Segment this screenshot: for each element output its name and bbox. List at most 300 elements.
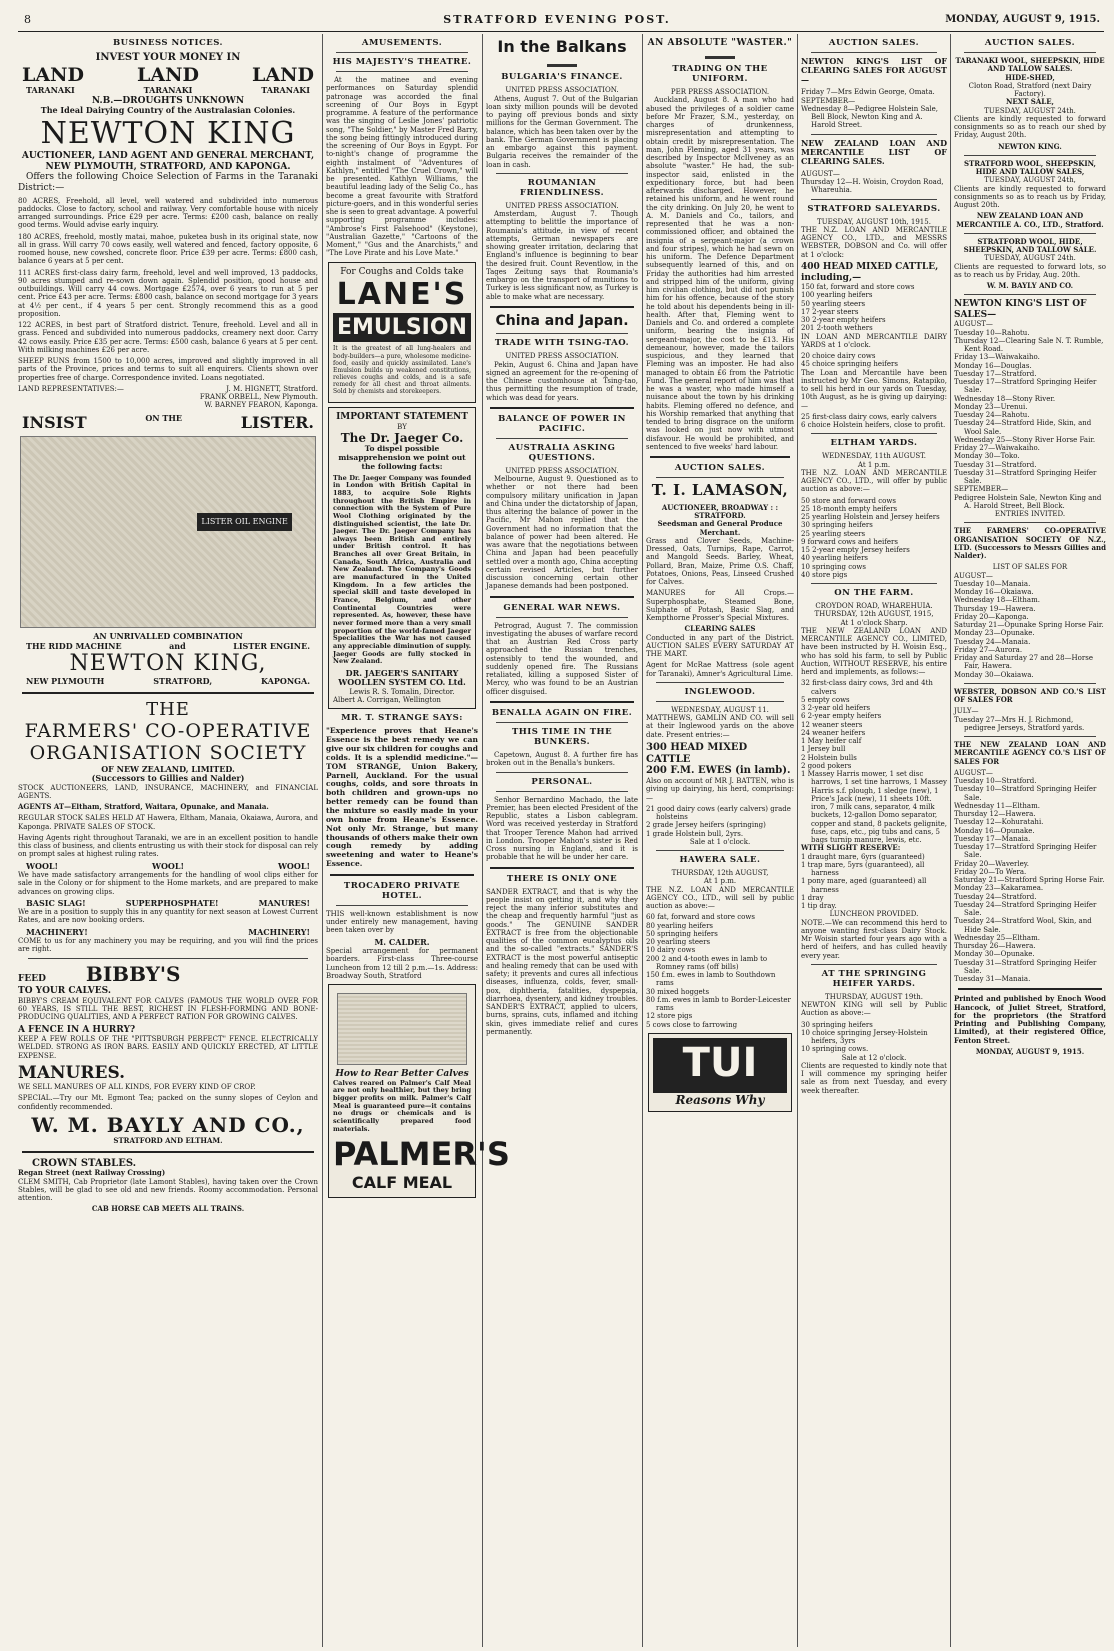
clients-note: Clients are kindly requested to forward consignments so as to reach us by Friday, August 20th. (954, 184, 1106, 210)
rule-icon (486, 61, 638, 70)
waster-body: Auckland, August 8. A man who had abused the privileges of a soldier came before Mr Frazer, S.M., yesterday, on charges of drunkenness, misrepresentation and attempting to obtain credit by misrepresentation. The man, John Fleming, aged 31 years, was described by Inspector McIlveney as an absolute "waster." He had, the sub-inspector said, enlisted in the expeditionary force, but had been afterwards discharged. However, he retained his uniform, and he went round the city drinking. On July 20, he went to A. M. Daniels and Co., tailors, and represented that he was a non-commissioned officer, and obtained the insignia of a sergeant-major (a crown and four stripes), which he had sewn on his uniform. The Defence Department subsequently learned of this, and on Friday the authorities had him arrested and stripped him of the uniform, giving him civilian clothing, but did not punish him for his offence, because of the story he told about his dependents being in ill-health. After that, Fleming went to Daniels and Co. and ordered a complete uniform, bearing the insignia of sergeant-major, the cost to be £13. His demeanour, however, made the tailors suspicious, and they learned that Fleming was an imposter. He had also managed to obtain £6 from the Patriotic Fund. The general report of him was that he was a waster, who made himself a nuisance about the town by his drinking habits. Fleming offered no defence, and his Worship remarked that anything that tended to bring disgrace on the uniform was looked on just now with utmost disfavour. He would be prohibited, and sentenced to five weeks' hard labour. (646, 96, 794, 451)
divider (336, 52, 468, 53)
column-waster (646, 36, 794, 1645)
divider (22, 692, 314, 694)
clem-smith-body: CLEM SMITH, Cab Proprietor (late Lamont Stables), having taken over the Crown Stables, will be glad to see old and new friends. Roomy accommodation. Personal attention. (18, 1177, 318, 1203)
cloton-road: Cloton Road, Stratford (next Dairy Factory). (968, 81, 1092, 99)
farm-listing: 122 ACRES, in best part of Stratford district. Tenure, freehold. Level and all in grass. Fenced and subdivided into numerous paddocks, creamery next door. Carry 42 cows easily. Price £35 per acre. Terms: £500 cash, balance 6 years at 5 per cent. With milking machines £26 per acre. (18, 321, 318, 354)
waster-heading: AN ABSOLUTE "WASTER." (647, 38, 793, 48)
regan-street: Regan Street (next Railway Crossing) (18, 1168, 166, 1178)
list-item: JULY— (954, 707, 979, 716)
simons-body: The Loan and Mercantile have been instructed by Mr Geo. Simons, Ratapiko, to sell his herd in our yards on Tuesday, 10th August, as he is giving up dairying:— (801, 368, 947, 410)
list-item: 1 dray (801, 893, 824, 902)
column-divider (642, 34, 643, 1647)
fcos-sub: OF NEW ZEALAND, LIMITED. (101, 763, 235, 774)
list-item: 12 weaner steers (801, 720, 863, 729)
lister-word: LISTER. (240, 412, 314, 432)
nk-clearing-list (801, 88, 947, 129)
ppa-credit: PER PRESS ASSOCIATION. (670, 88, 770, 97)
list-item: Tuesday 10—Rahotu. (954, 328, 1030, 337)
list-item: 2 good pokers (801, 761, 852, 770)
list-item: Friday 20—Waverley. (954, 859, 1030, 868)
jaeger-company: DR. JAEGER'S SANITARY WOOLLEN SYSTEM CO. Ltd. (338, 667, 466, 688)
next-sale: NEXT SALE, (1006, 97, 1054, 107)
list-item: Tuesday 31—Stratford Springing Heifer Sale. (954, 958, 1097, 975)
farm-listing: 180 ACRES, freehold, mostly matai, mahoe, puketea bush in its original state, now all in grass. Will carry 70 cows easily, well watered and fenced, factory opposite, 6 roomed house, new cowshed, concrete floor. Price £39 per acre. Terms: £800 cash, balance 6 years at 5 per cent. (18, 232, 318, 266)
bunkers-body: Capetown, August 8. A further fire has broken out in the Benalla's bunkers. (486, 751, 638, 768)
divider (490, 701, 634, 703)
lamason-name: T. I. LAMASON, (651, 481, 789, 500)
hawera-date: THURSDAY, 12th AUGUST, (671, 869, 769, 878)
springing-heading: AT THE SPRINGING HEIFER YARDS. (821, 968, 927, 989)
list-item: Thursday 12—H. Woisin, Croydon Road, Whareuhia. (801, 178, 944, 195)
list-item: 80 yearling heifers (646, 921, 714, 930)
list-item: 32 first-class dairy cows, 3rd and 4th calvers (801, 679, 933, 696)
personal-heading: PERSONAL. (531, 776, 593, 787)
nzl-sales-list (954, 769, 1106, 984)
list-item: Tuesday 24—Manaia. (954, 637, 1031, 646)
dispel-text: To dispel possible misapprehension we point out the following facts: (338, 444, 466, 471)
upa-credit: UNITED PRESS ASSOCIATION. (505, 466, 619, 475)
stratford-wool-heading-2: STRATFORD WOOL, HIDE, SHEEPSKIN, AND TALLOW SALE. (963, 236, 1097, 255)
list-item: 1 pony mare, aged (guaranteed) all harness (801, 877, 927, 894)
divider (811, 433, 937, 434)
list-item: Pedigree Holstein Sale, Newton King and A. Harold Street, Bell Block. (954, 493, 1102, 510)
fence-heading: A FENCE IN A HURRY? (18, 1024, 136, 1035)
war-body: Petrograd, August 7. The commission investigating the abuses of warfare record that an Austrian Red Cross party approached the Russian trenches, ostensibly to tend the wounded, and suddenly opened fire. The Russians retaliated, killing a supposed Sister of Mercy, who was found to be an Austrian officer disguised. (486, 621, 638, 696)
saleyards-cattle: 400 HEAD MIXED CATTLE, including,— (801, 261, 939, 283)
list-item: Monday 16—Okaiawa. (954, 588, 1034, 597)
divider (964, 683, 1096, 684)
list-item: Tuesday 31—Stratford. (954, 460, 1037, 469)
column-auction-sales (801, 36, 947, 1645)
list-item: Monday 16—Opunake. (954, 826, 1035, 835)
list-item: 1 Jersey bull (801, 745, 846, 754)
luncheon-note: LUNCHEON PROVIDED. (829, 910, 919, 919)
eltham-body: THE N.Z. LOAN AND MERCANTILE AGENCY CO., LTD., will offer by public auction as above:— (801, 468, 947, 494)
croydon-date: THURSDAY, 12th AUGUST, 1915, (814, 610, 934, 619)
list-item: 1 trap mare, 5yrs (guaranteed), all harness (801, 860, 925, 878)
divider (964, 522, 1096, 523)
divider (656, 682, 784, 683)
upa-credit: UNITED PRESS ASSOCIATION. (505, 201, 619, 210)
slag-word: MANURES! (258, 897, 310, 908)
pacific-heading: BALANCE OF POWER IN PACIFIC. (498, 413, 626, 434)
list-item: Wednesday 18—Eltham. (954, 596, 1040, 605)
divider (964, 155, 1096, 156)
divider (330, 874, 474, 876)
tui-ad (648, 1033, 792, 1112)
slight-reserve-list (801, 853, 947, 911)
lamason-body: Grass and Clover Seeds, Machine-Dressed, Oats, Turnips, Rape, Carrot, and Mangold Seeds. Barley, Wheat, Pollard, Bran, Maize, Prime O.S. Chaff, Potatoes, Onions, Peas, Linseed Crushed for Calves. (646, 536, 794, 587)
list-item: Wednesday 25—Eltham. (954, 933, 1040, 942)
taranaki-wool-heading: TARANAKI WOOL, SHEEPSKIN, HIDE AND TALLOW SALES. (955, 56, 1105, 74)
bayly-towns: STRATFORD AND ELTHAM. (113, 1136, 223, 1146)
divider (811, 134, 937, 135)
fcos-title: FARMERS' CO-OPERATIVE (24, 719, 312, 742)
divider (964, 52, 1096, 53)
emulsion-logo: EMULSION (333, 313, 471, 343)
rep-name: W. BARNEY FEARON, Kaponga. (204, 401, 318, 410)
divider (964, 233, 1096, 234)
roumania-body: Amsterdam, August 7. Though attempting to belittle the importance of Roumania's attitude, in view of recent attempts, German newspapers are showing greater irritation, declaring that England's influence is beginning to bear the desired fruit. Count Reventlow, in the Tages Zeitung says that Roumania's embargo on the transport of munitions to Turkey is less significant now, as Turkey is able to make what are necessary. (486, 210, 638, 301)
list-item: Monday 30—Okaiawa. (954, 670, 1034, 679)
inglewood-ewes: 200 F.M. EWES (in lamb). (646, 765, 791, 777)
column-divider (797, 34, 798, 1647)
lamason-manures: MANURES for All Crops.—Superphosphate, Steamed Bone, Sulphate of Potash, Basic Slag, and Kempthorne Prosser's Special Mixtures. (646, 589, 794, 623)
list-item: Tuesday 24—Stratford Wool, Skin, and Hide Sale. (954, 917, 1092, 934)
column-business-notices (18, 36, 318, 1645)
list-item: 30 mixed hoggets (646, 987, 710, 996)
divider (496, 772, 628, 773)
list-item: 6 2-year empty heifers (801, 712, 882, 721)
lamason-role: AUCTIONEER, BROADWAY : : STRATFORD. (661, 502, 779, 521)
list-item: 20 choice dairy cows (801, 352, 876, 361)
list-item: 1 May heifer calf (801, 737, 862, 746)
trocadero-body-2: Special arrangement for permanent boarders. First-class Three-course Luncheon from 12 till 2 p.m.—1s. Address: Broadway South, Stratford (326, 947, 478, 980)
saleyards-date: TUESDAY, AUGUST 10th, 1915. (817, 217, 931, 226)
webster-list (954, 707, 1106, 732)
strange-heading: MR. T. STRANGE SAYS: (341, 713, 463, 724)
nk-sales-heading: NEWTON KING'S LIST OF SALES— (954, 299, 1087, 320)
palmers-logo: PALMER'S (333, 1135, 510, 1174)
nzl-clearing-heading: NEW ZEALAND LOAN AND MERCANTILE LIST OF CLEARING SALES. (801, 137, 947, 167)
eltham-date: WEDNESDAY, 11th AUGUST. (821, 452, 927, 461)
firm-role: AUCTIONEER, LAND AGENT AND GENERAL MERCHANT, (21, 151, 315, 162)
bibby-body: BIBBY'S CREAM EQUIVALENT FOR CALVES (FAMOUS THE WORLD OVER FOR 60 YEARS, IS STILL THE BEST, RICHEST IN FLESH-FORMING AND BONE-PRODUCING QUALITIES, AND A PERFECT RATION FOR GROWING CALVES. (18, 996, 318, 1022)
list-item: AUGUST— (954, 320, 993, 329)
auction-heading: AUCTION SALES. (984, 38, 1076, 48)
uniform-heading: TRADING ON THE UNIFORM. (672, 64, 768, 85)
tsing-tao-heading: TRADE WITH TSING-TAO. (494, 338, 630, 349)
taranaki-word: TARANAKI (26, 85, 75, 96)
list-item: 10 choice springing Jersey-Holstein heifers, 3yrs (801, 1028, 928, 1046)
list-item: Tuesday 17—Stratford Springing Heifer Sale. (954, 378, 1097, 395)
divider (964, 294, 1096, 295)
farm-listing: SHEEP RUNS from 1500 to 10,000 acres, improved and slightly improved in all parts of the Province, prices and terms to suit all enquirers. Clients shown over properties free of charge. Correspondence invited. Loans negotiated. (18, 357, 318, 382)
trocadero-heading: TROCADERO PRIVATE HOTEL. (343, 880, 461, 901)
fcos-body: STOCK AUCTIONEERS, LAND, INSURANCE, MACHINERY, and FINANCIAL AGENTS. (18, 783, 318, 800)
column-divider (322, 34, 323, 1647)
masthead-rule (18, 31, 1104, 32)
taranaki-row (18, 86, 318, 95)
batten-body: Also on account of MR J. BATTEN, who is giving up dairying, his herd, comprising:— (646, 777, 794, 802)
list-item: 15 2-year empty Jersey heifers (801, 546, 910, 555)
saleyards-body: THE N.Z. LOAN AND MERCANTILE AGENCY CO., LTD., and MESSRS WEBSTER, DOBSON and Co. will offer at 1 o'clock: (801, 225, 947, 259)
fcos-successors: (Successors to Gillies and Nalder) (91, 773, 245, 784)
hawera-time: At 1 p.m. (703, 877, 737, 886)
springing-note: Clients are requested to kindly note that I will commence my springing heifer sale as from next Tuesday, and every week thereafter. (801, 1061, 947, 1095)
list-item: Tuesday 24—Rahotu. (954, 411, 1030, 420)
calf-illustration (337, 993, 467, 1065)
auction-heading: AUCTION SALES. (674, 463, 766, 474)
palmers-title: How to Rear Better Calves (335, 1069, 469, 1080)
list-item: 5 empty cows (801, 695, 850, 704)
divider (496, 333, 628, 334)
tui-logo: TUI (653, 1038, 787, 1093)
divider (656, 477, 784, 478)
croydon-list (801, 679, 947, 844)
cab-meets-trains: CAB HORSE CAB MEETS ALL TRAINS. (91, 1204, 245, 1214)
bulgaria-body: Athens, August 7. Out of the Bulgarian loan sixty million pounds will be devoted to paying off previous bonds and sixty millions for the German Government. The balance, which has been taken over by the bank. The German Government is placing an embargo against this payment. Bulgaria receives the remainder of the loan in cash. (486, 94, 638, 169)
list-item: 1 draught mare, 6yrs (guaranteed) (801, 852, 925, 861)
nz-loan-body: THE N.Z. LOAN AND MERCANTILE AGENCY CO., LTD., will sell by public auction as above:— (646, 885, 794, 911)
saleyards-heading: STRATFORD SALEYARDS. (807, 203, 941, 214)
roumania-heading: ROUMANIAN FRIENDLINESS. (519, 177, 605, 198)
list-item: Monday 23—Kakaramea. (954, 884, 1044, 893)
list-item: Monday 23—Urenui. (954, 402, 1028, 411)
springing-body: NEWTON KING will sell by Public Auction as above:— (801, 1001, 947, 1018)
list-item: 25 18-month empty heifers (801, 504, 898, 513)
war-news-heading: GENERAL WAR NEWS. (503, 602, 621, 613)
clients-note: Clients are kindly requested to forward consignments so as to reach our shed by Friday, August 20th. (954, 114, 1106, 140)
lamason-agent: Agent for McRae Mattress (sole agent for Taranaki), Amner's Agricultural Lime. (646, 661, 794, 678)
list-item: Wednesday 25—Stony River Horse Fair. (954, 435, 1096, 444)
eltham-list (801, 497, 947, 580)
wool-row (18, 862, 318, 871)
list-item: 100 yearling heifers (801, 291, 873, 300)
divider (811, 583, 937, 584)
divider (496, 617, 628, 618)
masthead (0, 0, 1114, 30)
list-item: 20 yearling steers (646, 938, 711, 947)
column-balkans (486, 36, 638, 1645)
column-auction-sales-2 (954, 36, 1106, 1645)
ideal-country: The Ideal Dairying Country of the Australasian Colonies. (40, 105, 296, 116)
mercantile-yards: IN LOAN AND MERCANTILE DAIRY YARDS at 1 o'clock. (801, 332, 947, 349)
list-item: Tuesday 12—Kohuratahi. (954, 818, 1044, 827)
list-item: 50 springing heifers (646, 929, 718, 938)
webster-heading: WEBSTER, DOBSON AND CO.'S LIST OF SALES FOR (954, 686, 1106, 705)
list-item: 17 2-year steers (801, 307, 859, 316)
list-item: 2 grade Jersey heifers (springing) (646, 821, 766, 830)
bayly-sign: W. M. BAYLY AND CO. (986, 281, 1074, 291)
lanes-emulsion-ad (328, 262, 476, 404)
jaeger-body: The Dr. Jaeger Company was founded in London with British Capital in 1883, to acquire Sole Rights throughout the British Empire in connection with the System of Pure Wool Clothing originated by the distinguished scientist, the late Dr. Jaeger. The Dr. Jaeger Company has always been British and entirely under British control. It has Branches all over Great Britain, in Canada, South Africa, Australia and New Zealand. The Company's Goods are manufactured in the United Kingdom. In a few articles the special skill and taste developed in France, Belgium, and other Continental Countries were represented. As, however, these have never formed more than a very small proportion of the world-famed Jaeger Specialities the War has not caused any appreciable diminution of supply. Jaeger Goods are fully stocked in New Zealand. (333, 473, 471, 666)
wool-body: We have made satisfactory arrangements for the handling of wool clips either for sale in the Colony or for shipment to the Home markets, and are prepared to make advances on growing clips. (18, 871, 318, 896)
divider (22, 1151, 314, 1153)
list-item: 30 2-year empty heifers (801, 316, 886, 325)
insist-row (18, 414, 318, 433)
divider (336, 905, 468, 906)
nk-sales-list (954, 320, 1106, 510)
invest-heading: INVEST YOUR MONEY IN (95, 52, 241, 64)
jaeger-agent: Albert A. Corrigan, Wellington (333, 696, 441, 705)
list-item: Tuesday 31—Manaia. (954, 975, 1031, 984)
sale-time: Sale at 1 o'clock. (689, 837, 751, 846)
ridd-text: and (169, 640, 186, 651)
divider (811, 964, 937, 965)
list-item: Monday 16—Douglas. (954, 361, 1032, 370)
section-heading: BUSINESS NOTICES. (112, 38, 224, 48)
land-word: LAND (22, 63, 84, 86)
reps-label: LAND REPRESENTATIVES:— (18, 384, 124, 393)
divider (656, 701, 784, 702)
special-tea: SPECIAL.—Try our Mt. Egmont Tea; packed on the sunny slopes of Ceylon and confidently recommended. (18, 1094, 318, 1111)
palmers-ad (328, 984, 510, 1198)
calder-name: M. CALDER. (374, 936, 430, 947)
divider (336, 71, 468, 72)
fcos-title: ORGANISATION SOCIETY (29, 742, 307, 765)
list-item: 150 f.m. ewes in lamb to Southdown rams (646, 971, 776, 988)
slag-word: BASIC SLAG! (26, 897, 86, 908)
eltham-heading: ELTHAM YARDS. (830, 438, 918, 449)
list-item: Tuesday 31—Stratford Springing Heifer Sale. (954, 468, 1097, 486)
list-item: 200 2 and 4-tooth ewes in lamb to Romney rams (off bills) (646, 954, 768, 971)
divider (490, 407, 634, 409)
fcos-body: Having Agents right throughout Taranaki, we are in an excellent position to handle this class of business, and clients entrusting us with their stock for disposal can rely on prompt sales at highest ruling rates. (18, 833, 319, 859)
upa-credit: UNITED PRESS ASSOCIATION. (505, 352, 619, 361)
list-item: Friday 20—To Wera. (954, 867, 1027, 876)
list-item: 2 Holstein bulls (801, 753, 857, 762)
china-japan-heading: China and Japan. (495, 312, 629, 329)
taranaki-word: TARANAKI (143, 85, 193, 96)
list-item: 21 good dairy cows (early calvers) grade holsteins (646, 804, 791, 822)
inglewood-heading: INGLEWOOD. (684, 686, 756, 697)
list-item: Saturday 21—Stratford Spring Horse Fair. (954, 876, 1105, 885)
manures-heading: MANURES. (18, 1062, 126, 1083)
balkans-heading: In the Balkans (497, 37, 627, 56)
divider (490, 306, 634, 308)
simons-list (801, 413, 947, 430)
statement-heading: IMPORTANT STATEMENT (336, 412, 468, 423)
slight-reserve-heading: WITH SLIGHT RESERVE: (801, 843, 901, 853)
fcos-heading: THE FARMERS' CO-OPERATIVE ORGANISATION SOCIETY OF N.Z., LTD. (Successors to Messrs Gillies and Nalder). (954, 526, 1106, 561)
list-item: Friday 20—Kaponga. (954, 612, 1029, 621)
hawera-list (646, 913, 794, 1029)
matthews-body: MATTHEWS, GAMLIN AND CO. will sell at their Inglewood yards on the above date. Present entries:— (646, 714, 794, 739)
stratford-wool-date: TUESDAY, AUGUST 24th, (984, 176, 1076, 185)
farm-listing: 111 ACRES first-class dairy farm, freehold, level and well improved, 13 paddocks, 90 acres stumped and re-sown down again. Splendid position, good house and outbuildings. Will carry 44 cows. Mortgage £2574, over 6 years to run at 5 per cent. Price £43 per acre. Terms: £800 cash, balance on second mortgage for 3 years at 4½ per cent., if 4 years 5 per cent. Strongly recommend this as a good proposition. (18, 268, 319, 318)
towns-row (18, 677, 318, 686)
rep-name: FRANK ORBELL, New Plymouth. (199, 393, 318, 402)
land-reps (18, 385, 318, 410)
column-divider (950, 34, 951, 1647)
newton-king-title-2: NEWTON KING, (69, 651, 267, 677)
fcos-sales-list (954, 572, 1106, 679)
fcos-the: THE (146, 698, 190, 720)
fcos-body: AGENTS AT—Eltham, Stratford, Waitara, Opunake, and Manaia. (18, 802, 269, 812)
trocadero-body: THIS well-known establishment is now under entirely new management, having been taken over by (326, 909, 478, 935)
croydon-time: At 1 o'clock Sharp. (840, 618, 908, 627)
list-item: Thursday 19—Hawera. (954, 604, 1036, 613)
fcos-list-heading: LIST OF SALES FOR (992, 563, 1068, 572)
upa-credit: UNITED PRESS ASSOCIATION. (505, 86, 619, 95)
list-item: 40 store pigs (801, 570, 848, 579)
machinery-word: MACHINERY! (248, 926, 310, 937)
farm-listing: 80 ACRES, Freehold, all level, well watered and subdivided into numerous paddocks. Close to factory, school and railway. Very comfortable house with nicely arranged surroundings. Price £29 per acre. Terms: £200 cash, balance on really good terms. Would advise early inquiry. (18, 196, 318, 230)
personal-body: Senhor Bernardino Machado, the late Premier, has been elected President of the Republic, states a Lisbon cablegram. Word was received yesterday in Stratford that Trooper Terence Mahon had arrived in London. Trooper Mahon's sister is Red Cross nursing in England, and it is probable that he will be under her care. (486, 795, 638, 862)
slag-row (18, 899, 318, 908)
newton-king-title: NEWTON KING (40, 115, 296, 151)
hawera-heading: HAWERA SALE. (679, 855, 761, 866)
next-sale-date: TUESDAY, AUGUST 24th. (984, 106, 1076, 115)
list-item: Friday 27—Aurora. (954, 645, 1023, 654)
firm-towns: NEW PLYMOUTH, STRATFORD, AND KAPONGA. (45, 161, 291, 172)
land-word: LAND (137, 63, 199, 86)
list-item: 60 fat, forward and store cows (646, 913, 755, 922)
list-item: 10 springing cows (801, 562, 866, 571)
list-item: 3 2-year old heifers (801, 704, 871, 713)
hide-shed: HIDE-SHED, (1005, 72, 1055, 82)
list-item: AUGUST— (954, 768, 993, 777)
amusements-heading: AMUSEMENTS. (361, 38, 443, 48)
list-item: Wednesday 8—Pedigree Holstein Sale, Bell Block, Newton King and A. Harold Street. (801, 104, 939, 130)
list-item: Tuesday 24—Stratford Hide, Skin, and Wool Sale. (954, 419, 1092, 436)
divider (811, 199, 937, 200)
list-item: Monday 23—Opunake. (954, 629, 1035, 638)
slag-word: SUPERPHOSPHATE! (125, 897, 219, 908)
jaeger-ad (328, 407, 476, 709)
divider (490, 867, 634, 869)
clearing-body: Conducted in any part of the District. AUCTION SALES EVERY SATURDAY AT THE MART. (646, 633, 794, 659)
list-item: Wednesday 11—Eltham. (954, 801, 1040, 810)
divider (811, 52, 937, 53)
divider (496, 722, 628, 723)
land-row (18, 64, 318, 86)
issue-date: MONDAY, AUGUST 9, 1915. (945, 14, 1100, 25)
lamason-sub: Seedsman and General Produce Merchant. (657, 519, 783, 537)
eltham-time: At 1 p.m. (857, 460, 891, 469)
machinery-body: COME to us for any machinery you may be requiring, and you will find the prices are right. (18, 937, 318, 954)
sander-heading: THERE IS ONLY ONE (506, 873, 618, 884)
imprint-date: MONDAY, AUGUST 9, 1915. (975, 1046, 1085, 1056)
croydon-road: CROYDON ROAD, WHAREHUIA. (815, 602, 933, 611)
list-item: 50 yearling steers (801, 299, 866, 308)
woisin-note: NOTE.—We can recommend this herd to anyone wanting first-class Dairy Stock. Mr Woisin started four years ago with a herd of heifers, and has culled heavily every year. (801, 918, 947, 960)
nzl-sign: NEW ZEALAND LOAN AND MERCANTILE A. CO., LTD., Stratford. (956, 211, 1104, 229)
list-item: Friday 7—Mrs Edwin George, Omata. (801, 88, 935, 97)
list-item: Tuesday 24—Stratford Springing Heifer Sale. (954, 900, 1097, 918)
divider (964, 736, 1096, 737)
town: KAPONGA. (261, 676, 310, 687)
droughts-note: N.B.—DROUGHTS UNKNOWN (91, 95, 245, 106)
mercantile-list (801, 352, 947, 369)
column-divider (482, 34, 483, 1647)
list-item: 5 cows close to farrowing (646, 1020, 738, 1029)
stratford-wool-date-2: TUESDAY, AUGUST 24th. (984, 254, 1076, 263)
feed-word: FEED (18, 973, 46, 984)
calves-heading: TO YOUR CALVES. (18, 986, 111, 997)
list-item: 1 Massey Harris mower, 1 set disc harrows, 1 set tine harrows, 1 Massey Harris s.f. plough, 1 sledge (new), 1 Price's Jack (new), 11 sheets 10ft. iron, 7 milk cans, separator, 4 milk buckets, 12-gallon Domo separator, copper and stand, 8 packets gelignite, fuse, caps, etc., pig tubs and cans, 5 bags turnip manure, lewis, etc. (801, 770, 947, 845)
column-amusements (326, 36, 510, 1645)
ridd-text: LISTER ENGINE. (233, 640, 310, 651)
divider (650, 456, 790, 458)
palmers-body: Calves reared on Palmer's Calf Meal are not only healthier, but they bring bigger profits on milk. Palmer's Calf Meal is guaranteed pure—it contains no drugs or chemicals and is scientifically prepared food materials. (333, 1078, 471, 1133)
theatre-heading: HIS MAJESTY'S THEATRE. (332, 57, 472, 68)
list-item: Tuesday 27—Mrs H. J. Richmond, pedigree Jerseys, Stratford yards. (954, 715, 1085, 732)
benalla-heading: BENALLA AGAIN ON FIRE. (491, 707, 633, 718)
bibbys-word: BIBBY'S (85, 961, 181, 986)
list-item: AUGUST— (801, 169, 840, 178)
bunkers-heading: THIS TIME IN THE BUNKERS. (511, 726, 613, 747)
list-item: 40 yearling heifers (801, 554, 869, 563)
list-item: 30 springing heifers (801, 521, 873, 530)
coughs-heading: For Coughs and Colds take (340, 266, 464, 277)
ridd-row (18, 642, 318, 651)
china-body: Pekin, August 6. China and Japan have signed an agreement for the re-opening of the Chinese customhouse at Tsing-tao, thus permitting the resumption of trade, which was dead for years. (486, 360, 638, 402)
springing-sale-time: Sale at 12 o'clock. (841, 1053, 907, 1062)
list-item: Tuesday 10—Stratford Springing Heifer Sale. (954, 785, 1097, 802)
entries-invited: ENTRIES INVITED. (994, 510, 1066, 519)
list-item: Thursday 12—Hawera. (954, 810, 1036, 819)
batten-list (646, 805, 794, 838)
calf-meal-logo: CALF MEAL (351, 1173, 453, 1193)
slag-body: We are in a position to supply this in any quantity for next season at Lowest Current Rates, and are now booking orders. (18, 908, 318, 925)
list-item: Tuesday 17—Manaia. (954, 834, 1031, 843)
list-item: AUGUST— (954, 571, 993, 580)
list-item: Tuesday 10—Stratford. (954, 777, 1037, 786)
